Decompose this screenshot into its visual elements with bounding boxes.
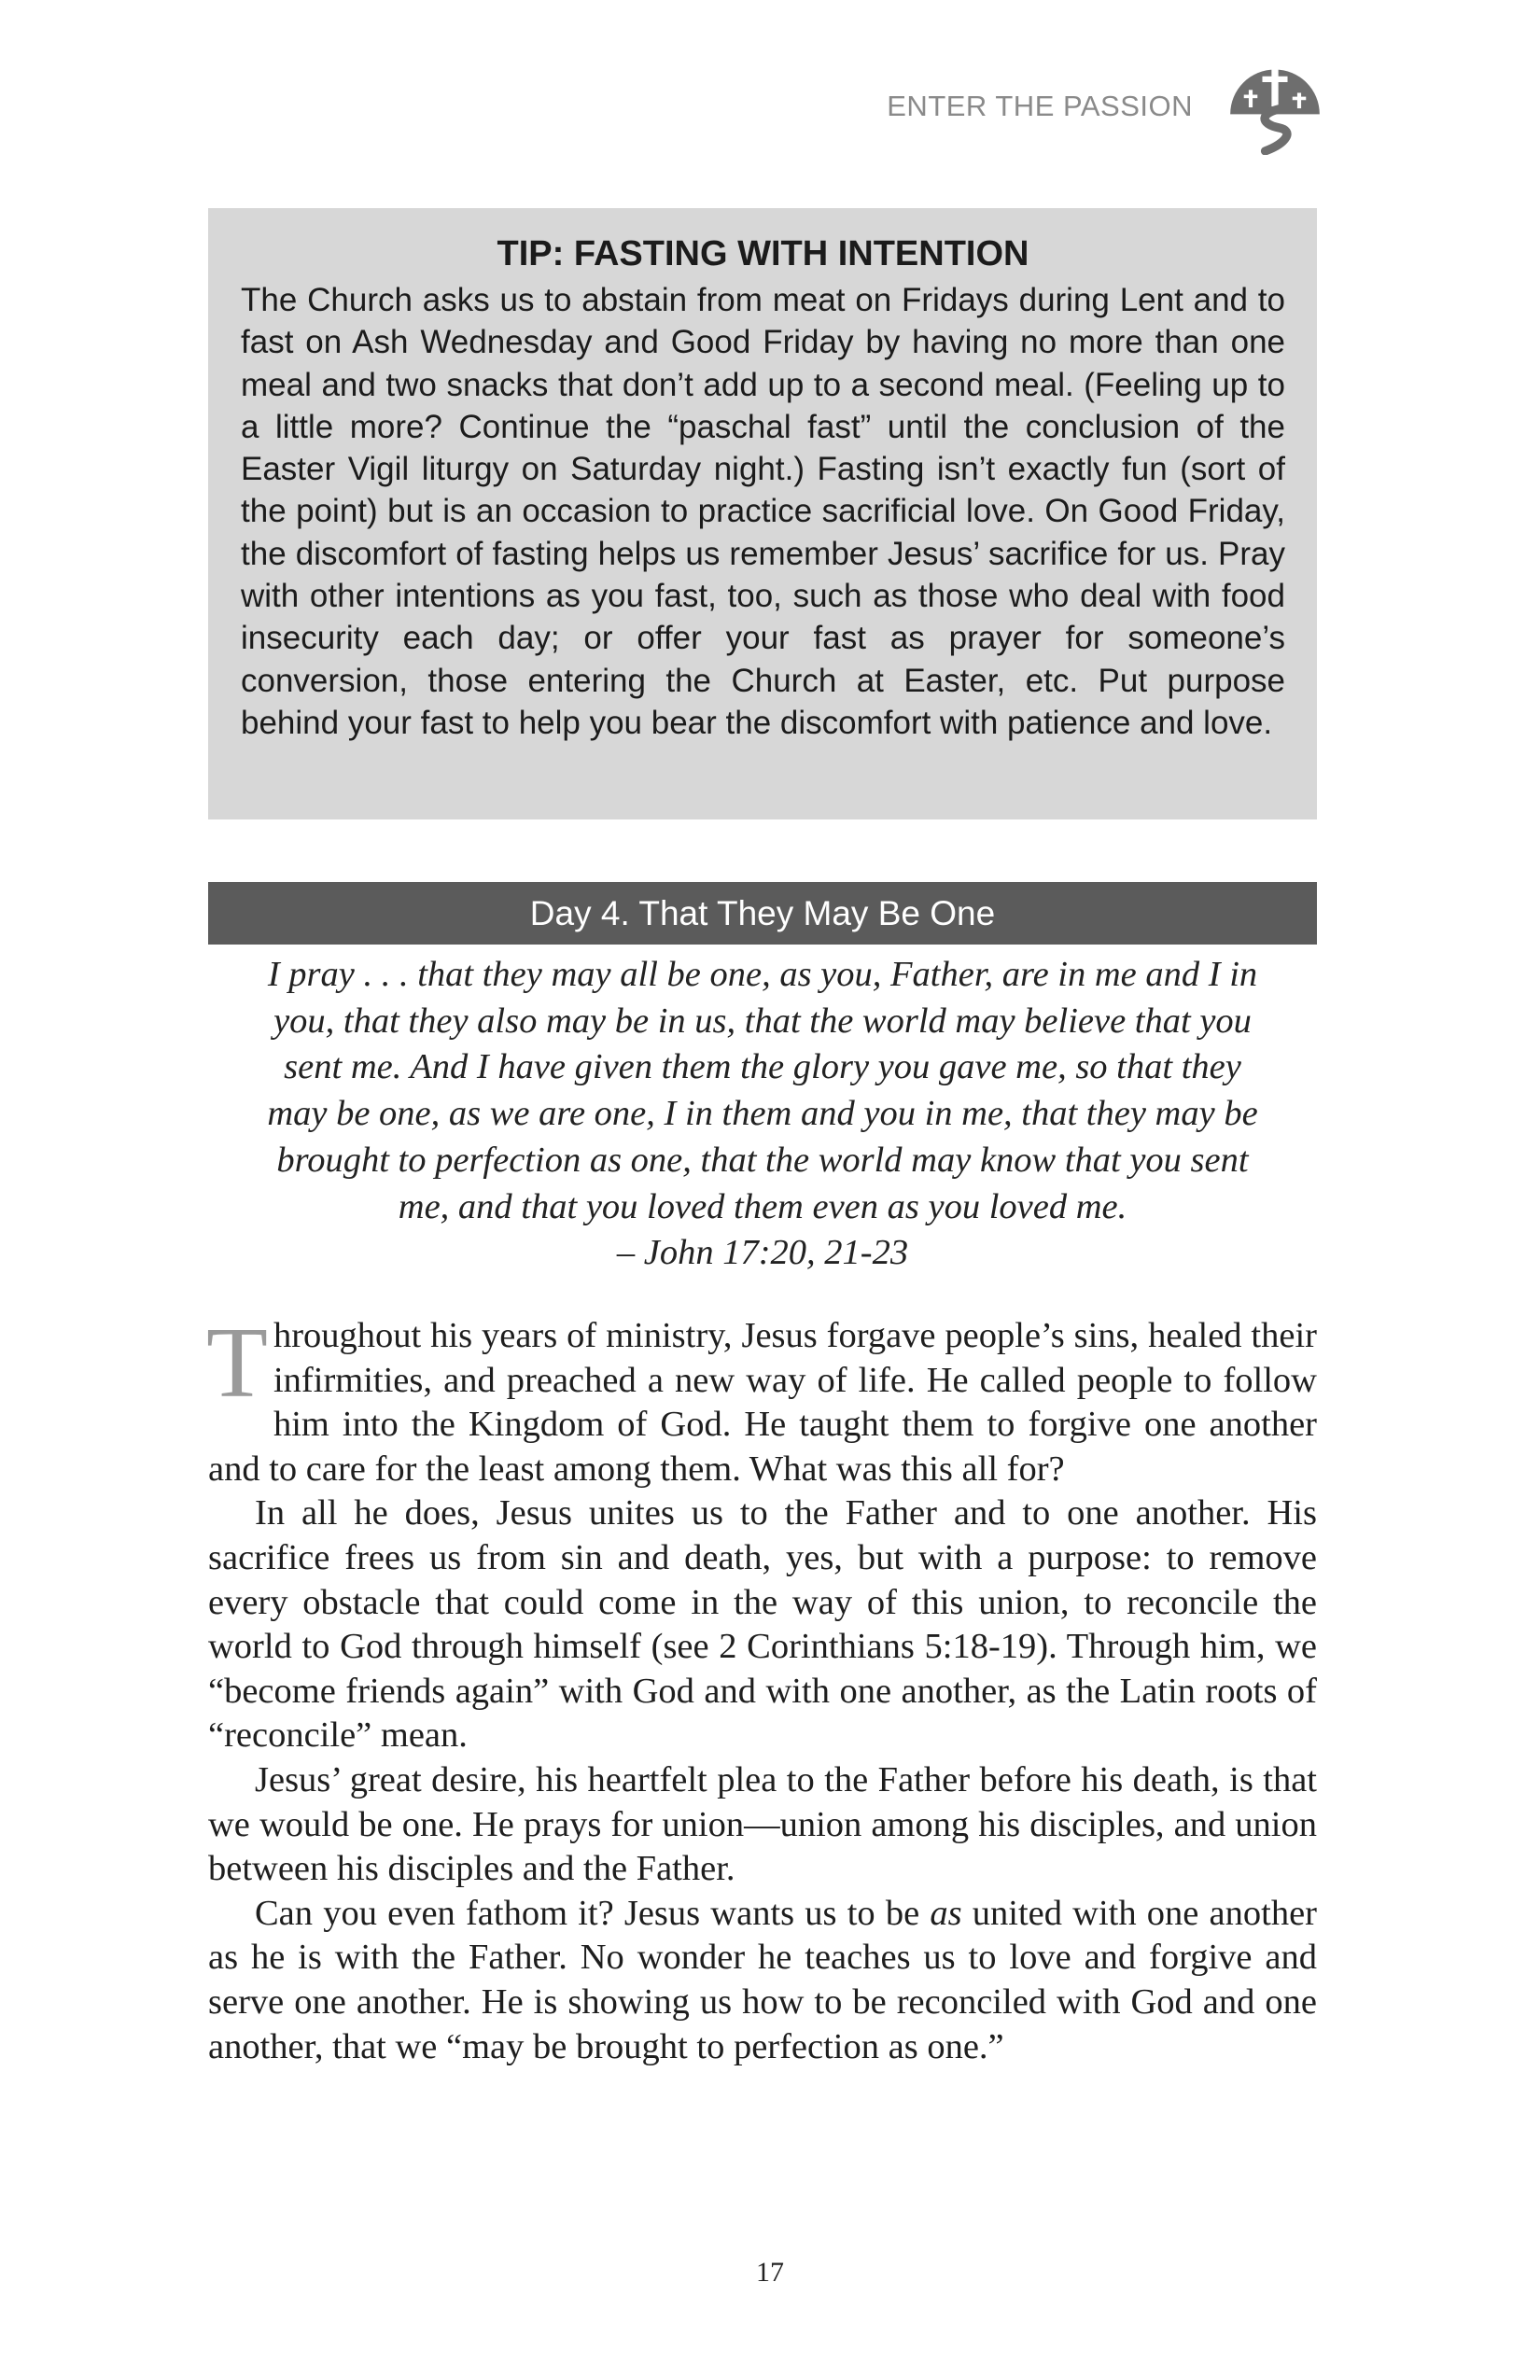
body-paragraph: Jesus’ great desire, his heartfelt plea to the Father before his death, is that we would be one. He prays for union—union among his disciples, and union between his disciples and the Father. (208, 1759, 1317, 1889)
scripture-line: I pray . . . that they may all be one, as you, Father, are in me and I in (267, 955, 1258, 994)
scripture-quote (208, 952, 1317, 1277)
body-text (206, 1308, 1317, 2069)
running-header-title: ENTER THE PASSION (887, 90, 1193, 122)
scripture-line: you, that they also may be in us, that the world may believe that you (273, 1001, 1252, 1041)
tip-box (208, 208, 1317, 819)
running-header (887, 58, 1323, 155)
scripture-citation: – John 17:20, 21-23 (616, 1233, 909, 1273)
scripture-line: brought to perfection as one, that the world may know that you sent (276, 1140, 1249, 1180)
body-paragraph: In all he does, Jesus unites us to the Father and to one another. His sacrifice frees us from sin and death, yes, but with a purpose: to remove every obstacle that could come in the way of this union, to reconcile the world to God through himself (see 2 Corinthians 5:18-19). Through him, we “become friends again” with God and with one another, as the Latin roots of “reconcile” mean. (208, 1493, 1317, 1756)
body-paragraph (206, 1308, 1317, 1491)
body-paragraph-text: hroughout his years of ministry, Jesus forgave people’s sins, healed their infirmities, and preached a new way of life. He called people to follow him into the Kingdom of God. He taught them to forgive one another and to care for the least among them. What was this all for? (208, 1316, 1317, 1489)
tip-title: TIP: FASTING WITH INTENTION (497, 234, 1029, 273)
crosses-path-logo-icon (1226, 58, 1323, 155)
body-paragraph (208, 1892, 1317, 2069)
scripture-line: me, and that you loved them even as you loved me. (398, 1186, 1127, 1226)
tip-body: The Church asks us to abstain from meat on Fridays during Lent and to fast on Ash Wednesday and Good Friday by having no more than one meal and two snacks that don’t add up to a second meal. (Feeling up to a little more? Continue the “paschal fast” until the conclusion of the Easter Vigil liturgy on Saturday night.) Fasting isn’t exactly fun (sort of the point) but is an occasion to practice sacrificial love. On Good Friday, the discomfort of fasting helps us remember Jesus’ sacrifice for us. Pray with other intentions as you fast, too, such as those who deal with food insecurity each day; or offer your fast as prayer for someone’s conversion, those entering the Church at Easter, etc. Put purpose behind your fast to help you bear the discomfort with patience and love. (241, 282, 1285, 741)
emphasis-text: as (930, 1893, 962, 1933)
body-paragraph-text: Can you even fathom it? Jesus wants us to be (255, 1893, 931, 1933)
scripture-line: may be one, as we are one, I in them and you in me, that they may be (267, 1094, 1258, 1134)
day-heading: Day 4. That They May Be One (208, 882, 1317, 945)
drop-cap: T (206, 1308, 268, 1419)
scripture-line: sent me. And I have given them the glory you gave me, so that they (284, 1047, 1241, 1087)
body-paragraph-text: united with one another as he is with the Father. No wonder he teaches us to love and forgive and serve one another. He is showing us how to be reconciled with God and one another, that we “may be brought to perfection as one.” (208, 1893, 1317, 2066)
page-number: 17 (756, 2257, 784, 2288)
